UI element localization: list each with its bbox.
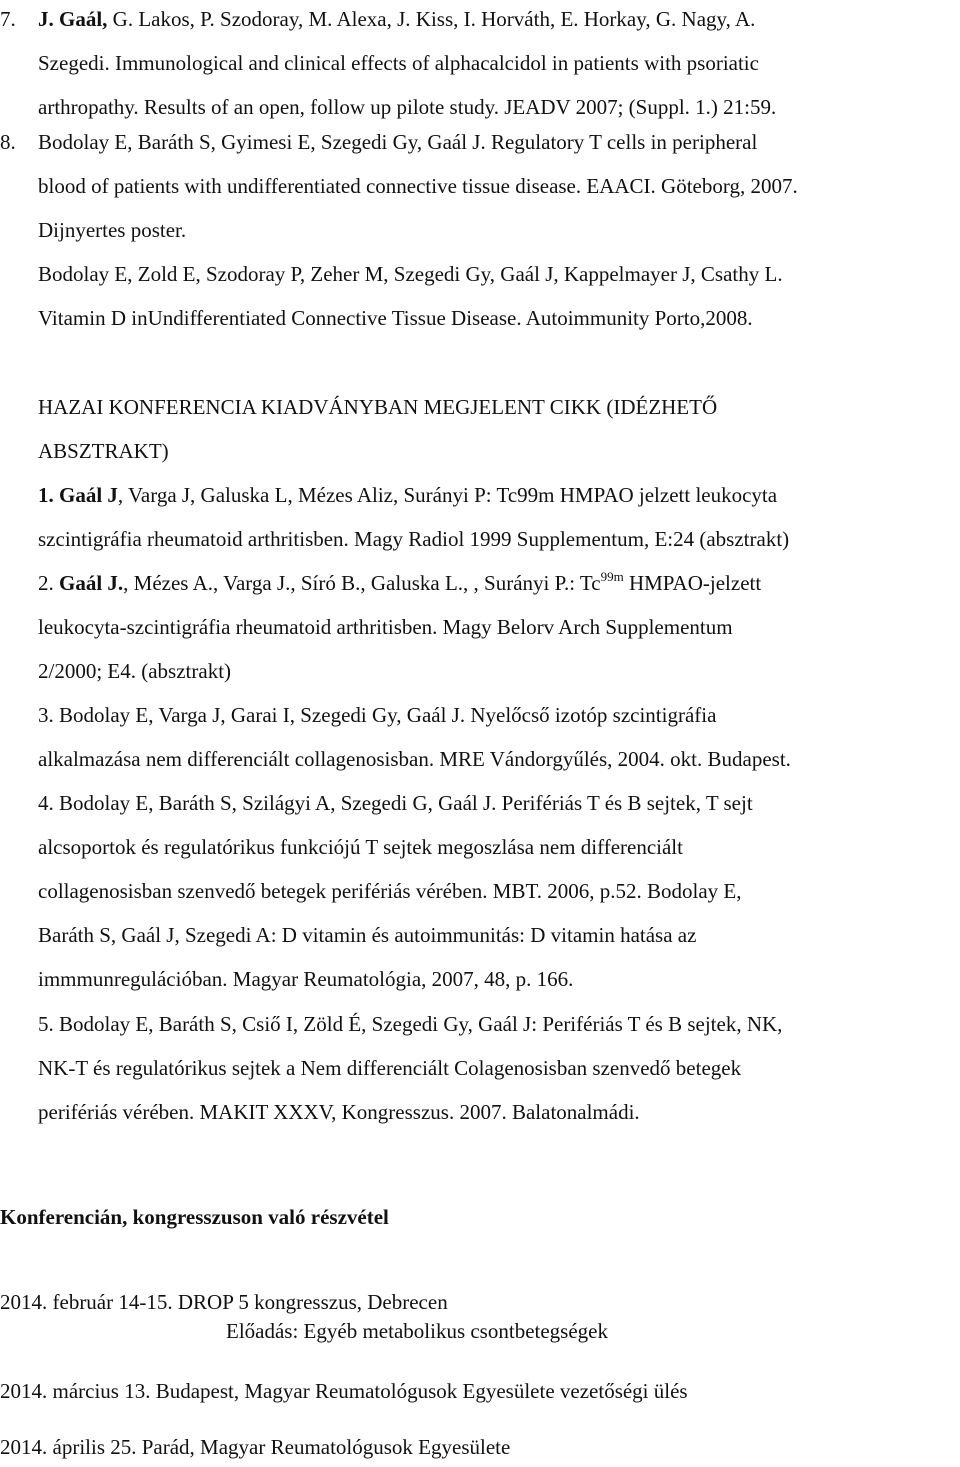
entry-number: 7. xyxy=(0,7,16,31)
entry-line: Dijnyertes poster. xyxy=(38,218,187,242)
entry-line: Baráth S, Gaál J, Szegedi A: D vitamin és autoimmunitás: D vitamin hatása az xyxy=(38,923,697,947)
entry-line: alcsoportok és regulatórikus funkciójú T sejtek megoszlása nem differenciált xyxy=(38,835,683,859)
heading-line: HAZAI KONFERENCIA KIADVÁNYBAN MEGJELENT CIKK (IDÉZHETŐ xyxy=(38,395,718,419)
entry-text: , Mézes A., Varga J., Síró B., Galuska L., , Surányi P.: Tc xyxy=(123,571,601,595)
entry-line: Szegedi. Immunological and clinical effects of alphacalcidol in patients with psoriatic xyxy=(38,51,759,75)
author-highlight: J. Gaál, xyxy=(38,7,108,31)
entry-line: perifériás vérében. MAKIT XXXV, Kongresszus. 2007. Balatonalmádi. xyxy=(38,1100,640,1124)
author-highlight: Gaál J xyxy=(59,483,118,507)
conference-item: 2014. március 13. Budapest, Magyar Reumatológusok Egyesülete vezetőségi ülés xyxy=(0,1379,688,1403)
entry-line: szcintigráfia rheumatoid arthritisben. Magy Radiol 1999 Supplementum, E:24 (absztrakt) xyxy=(38,527,790,551)
domestic-entry-5 xyxy=(38,1002,958,1134)
entry-line: Bodolay E, Baráth S, Gyimesi E, Szegedi Gy, Gaál J. Regulatory T cells in peripheral xyxy=(38,130,758,154)
entry-line: alkalmazása nem differenciált collagenosisban. MRE Vándorgyűlés, 2004. okt. Budapest. xyxy=(38,747,791,771)
entry-line: Vitamin D inUndifferentiated Connective Tissue Disease. Autoimmunity Porto,2008. xyxy=(38,306,753,330)
entry-number: 1. xyxy=(38,483,54,507)
entry-line xyxy=(38,0,958,41)
conference-item: 2014. április 25. Parád, Magyar Reumatológusok Egyesülete xyxy=(0,1435,511,1459)
section-heading-domestic xyxy=(38,385,717,473)
section-title-conferences: Konferencián, kongresszuson való részvétel xyxy=(0,1205,389,1229)
domestic-entry-1 xyxy=(38,473,958,561)
entry-line xyxy=(38,473,958,517)
entry-line xyxy=(38,781,958,825)
entry-number: 8. xyxy=(0,130,16,154)
superscript: 99m xyxy=(600,569,624,584)
entry-text: HMPAO-jelzett xyxy=(623,571,762,595)
entry-line xyxy=(38,693,958,737)
entry-line: collagenosisban szenvedő betegek perifériás vérében. MBT. 2006, p.52. Bodolay E, xyxy=(38,879,742,903)
entry-line: blood of patients with undifferentiated connective tissue disease. EAACI. Göteborg, 2007. xyxy=(38,174,798,198)
entry-line: immmunregulációban. Magyar Reumatológia, 2007, 48, p. 166. xyxy=(38,967,574,991)
conference-item-detail: Előadás: Egyéb metabolikus csontbetegségek xyxy=(226,1319,608,1343)
author-highlight: Gaál J. xyxy=(59,571,124,595)
entry-line: leukocyta-szcintigráfia rheumatoid arthritisben. Magy Belorv Arch Supplementum xyxy=(38,615,733,639)
entry-text: Bodolay E, Baráth S, Csiő I, Zöld É, Szegedi Gy, Gaál J: Perifériás T és B sejtek, NK, xyxy=(59,1012,783,1036)
entry-line: arthropathy. Results of an open, follow up pilote study. JEADV 2007; (Suppl. 1.) 21:59. xyxy=(38,95,777,119)
domestic-entry-4 xyxy=(38,781,958,1001)
entry-text: , Varga J, Galuska L, Mézes Aliz, Surányi P: Tc99m HMPAO jelzett leukocyta xyxy=(117,483,778,507)
heading-line: ABSZTRAKT) xyxy=(38,439,169,463)
entry-text: Bodolay E, Baráth S, Szilágyi A, Szegedi G, Gaál J. Perifériás T és B sejtek, T sejt xyxy=(59,791,753,815)
entry-text: G. Lakos, P. Szodoray, M. Alexa, J. Kiss, I. Horváth, E. Horkay, G. Nagy, A. xyxy=(107,7,756,31)
entry-text: Bodolay E, Varga J, Garai I, Szegedi Gy, Gaál J. Nyelőcső izotóp szcintigráfia xyxy=(59,703,717,727)
domestic-entry-3 xyxy=(38,693,958,781)
entry-number: 3. xyxy=(38,703,54,727)
entry-line xyxy=(38,561,958,605)
entry-line xyxy=(38,1002,958,1046)
publication-entry-7 xyxy=(0,0,958,129)
entry-number: 5. xyxy=(38,1012,54,1036)
entry-number: 2. xyxy=(38,571,54,595)
entry-number: 4. xyxy=(38,791,54,815)
domestic-entry-2 xyxy=(38,561,958,693)
entry-line: NK-T és regulatórikus sejtek a Nem differenciált Colagenosisban szenvedő betegek xyxy=(38,1056,742,1080)
entry-line: Bodolay E, Zold E, Szodoray P, Zeher M, Szegedi Gy, Gaál J, Kappelmayer J, Csathy L. xyxy=(38,262,783,286)
conference-item: 2014. február 14-15. DROP 5 kongresszus, Debrecen xyxy=(0,1290,448,1314)
publication-entry-8 xyxy=(0,120,958,340)
entry-line: 2/2000; E4. (absztrakt) xyxy=(38,659,232,683)
